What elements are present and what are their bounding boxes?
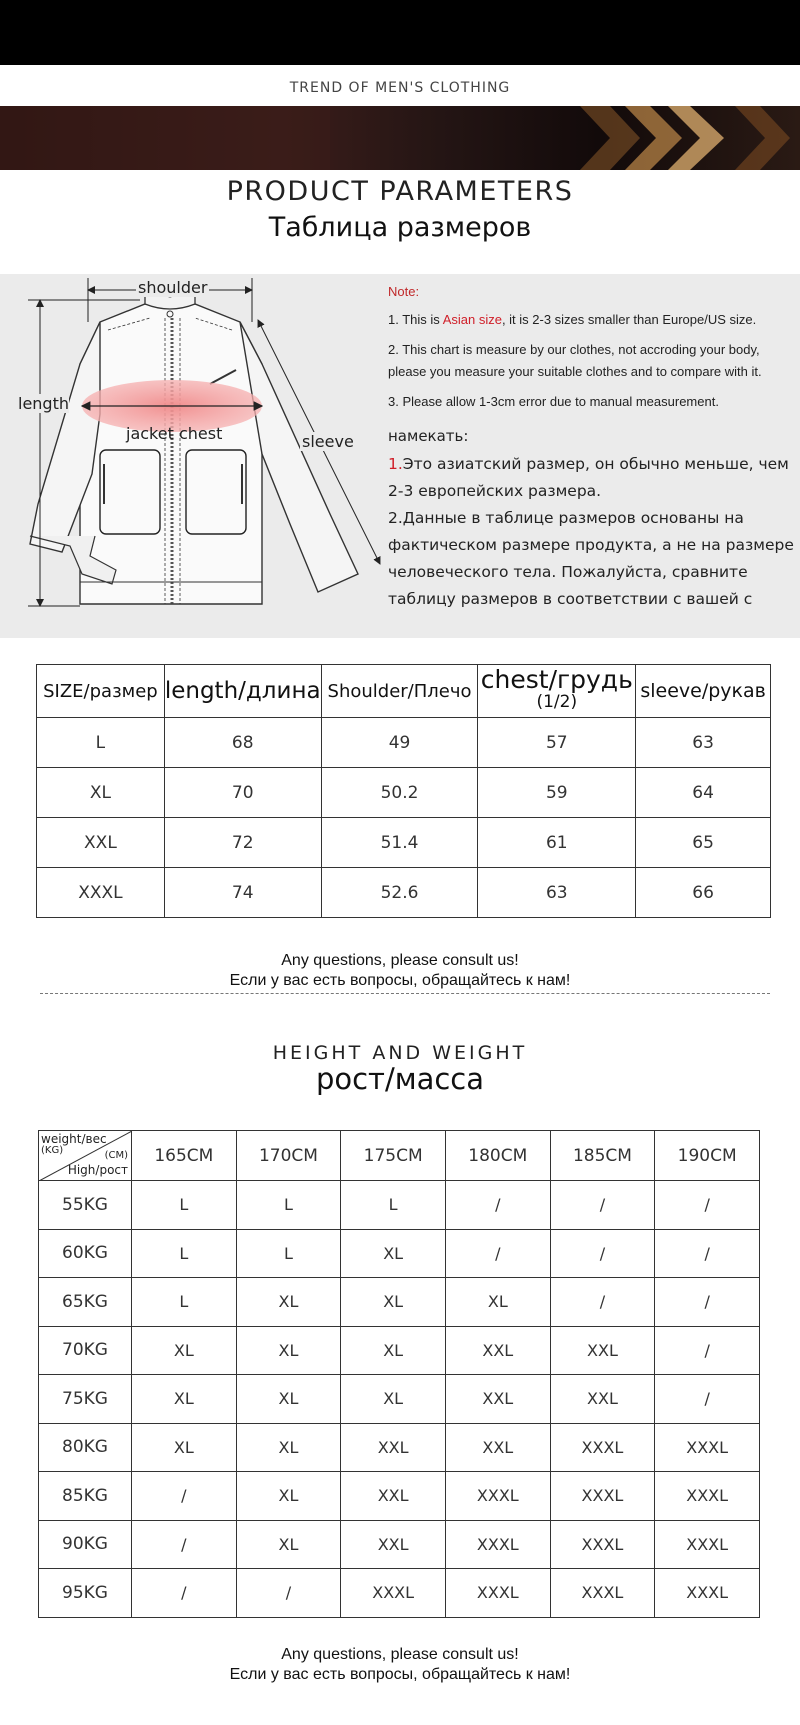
size-cell: XXXL	[445, 1569, 550, 1618]
note-heading: Note:	[388, 284, 420, 299]
size-cell: XXL	[445, 1375, 550, 1424]
weight-cell: 75KG	[39, 1375, 132, 1424]
size-cell: XL	[132, 1326, 237, 1375]
size-cell: XXXL	[550, 1472, 655, 1521]
table-row	[39, 1229, 760, 1278]
ru-note-2c: человеческого тела. Пожалуйста, сравните	[388, 563, 748, 581]
chest-header-half: (1/2)	[536, 692, 578, 712]
corner-weight: weight/вес	[41, 1132, 107, 1146]
weight-cell: 70KG	[39, 1326, 132, 1375]
size-cell: /	[655, 1375, 760, 1424]
size-cell: XXXL	[655, 1423, 760, 1472]
page-subtitle: Таблица размеров	[268, 212, 532, 243]
decorative-banner	[0, 106, 800, 170]
height-header: 165CM	[132, 1131, 237, 1181]
height-header: 190CM	[655, 1131, 760, 1181]
table-cell: 52.6	[321, 868, 478, 918]
page-title: PRODUCT PARAMETERS	[226, 176, 574, 207]
size-cell: L	[132, 1229, 237, 1278]
shoulder-header: Shoulder/Плечо	[321, 665, 478, 718]
weight-cell: 95KG	[39, 1569, 132, 1618]
size-cell: XXXL	[445, 1520, 550, 1569]
table-cell: 74	[164, 868, 321, 918]
size-cell: XXL	[445, 1326, 550, 1375]
table-cell: 65	[636, 818, 771, 868]
hw-header-row	[39, 1131, 760, 1181]
size-cell: XL	[236, 1423, 341, 1472]
corner-cm: (CM)	[104, 1150, 128, 1161]
height-header: 180CM	[445, 1131, 550, 1181]
consult-ru: Если у вас есть вопросы, обращайтесь к нам!	[229, 1666, 571, 1683]
height-header: 185CM	[550, 1131, 655, 1181]
size-cell: XL	[132, 1375, 237, 1424]
weight-cell: 85KG	[39, 1472, 132, 1521]
note-3: 3. Please allow 1-3cm error due to manual measurement.	[388, 394, 719, 409]
table-cell: 70	[164, 768, 321, 818]
table-cell: XXL	[37, 818, 165, 868]
table-row	[39, 1181, 760, 1230]
size-cell: /	[445, 1229, 550, 1278]
note-2a: 2. This chart is measure by our clothes, not accroding your body,	[388, 342, 760, 357]
jacket-chest-label: jacket chest	[126, 424, 223, 443]
size-cell: XXXL	[550, 1569, 655, 1618]
table-row	[39, 1472, 760, 1521]
size-cell: XXL	[550, 1375, 655, 1424]
size-cell: XXXL	[550, 1520, 655, 1569]
shoulder-label: shoulder	[138, 278, 208, 297]
weight-cell: 80KG	[39, 1423, 132, 1472]
size-cell: XL	[341, 1278, 446, 1327]
table-cell: 57	[478, 718, 636, 768]
size-cell: /	[445, 1181, 550, 1230]
table-row	[37, 818, 771, 868]
size-cell: /	[132, 1520, 237, 1569]
size-cell: XXL	[445, 1423, 550, 1472]
table-cell: 51.4	[321, 818, 478, 868]
size-cell: XL	[236, 1520, 341, 1569]
chevron-arrows-icon	[0, 106, 800, 170]
ru-note-2d: таблицу размеров в соответствии с вашей с	[388, 590, 753, 608]
table-row	[39, 1278, 760, 1327]
table-cell: 68	[164, 718, 321, 768]
weight-cell: 55KG	[39, 1181, 132, 1230]
hw-corner-cell	[39, 1131, 132, 1181]
note-1: 1. This is Asian size, it is 2-3 sizes smaller than Europe/US size.	[388, 312, 757, 327]
table-row	[37, 868, 771, 918]
ru-note-2b: фактическом размере продукта, а не на размере	[388, 536, 794, 554]
size-cell: /	[655, 1229, 760, 1278]
height-weight-subtitle: рост/масса	[315, 1062, 485, 1096]
table-row	[39, 1423, 760, 1472]
size-cell: L	[132, 1278, 237, 1327]
table-cell: 64	[636, 768, 771, 818]
ru-note-heading: намекать:	[388, 427, 469, 445]
size-cell: XL	[236, 1375, 341, 1424]
size-cell: XL	[236, 1326, 341, 1375]
size-cell: L	[341, 1181, 446, 1230]
table-row	[37, 718, 771, 768]
weight-cell: 90KG	[39, 1520, 132, 1569]
ru-note-1b: 2-3 европейских размера.	[388, 482, 602, 500]
size-cell: XL	[236, 1278, 341, 1327]
chest-header-main: chest/грудь	[480, 665, 633, 694]
table-cell: XL	[37, 768, 165, 818]
length-header: length/длина	[164, 665, 321, 718]
weight-cell: 60KG	[39, 1229, 132, 1278]
size-cell: L	[132, 1181, 237, 1230]
weight-cell: 65KG	[39, 1278, 132, 1327]
hw-body	[39, 1181, 760, 1618]
size-cell: XXXL	[655, 1520, 760, 1569]
size-cell: L	[236, 1229, 341, 1278]
consult-en: Any questions, please consult us!	[281, 952, 519, 969]
ru-note-1a: 1.Это азиатский размер, он обычно меньше, чем	[388, 455, 789, 473]
size-cell: XL	[341, 1326, 446, 1375]
table-cell: 66	[636, 868, 771, 918]
trend-caption: TREND OF MEN'S CLOTHING	[289, 80, 511, 96]
size-cell: XL	[236, 1472, 341, 1521]
size-cell: /	[655, 1326, 760, 1375]
table-cell: 63	[478, 868, 636, 918]
table-cell: 49	[321, 718, 478, 768]
size-cell: /	[550, 1278, 655, 1327]
size-cell: XXL	[341, 1520, 446, 1569]
size-cell: XL	[341, 1375, 446, 1424]
table-cell: 61	[478, 818, 636, 868]
size-cell: XXL	[550, 1326, 655, 1375]
table-row	[39, 1569, 760, 1618]
corner-height: High/рост	[67, 1163, 128, 1177]
table-row	[37, 768, 771, 818]
size-cell: /	[655, 1181, 760, 1230]
corner-kg: (KG)	[41, 1145, 64, 1156]
size-cell: /	[550, 1181, 655, 1230]
height-header: 170CM	[236, 1131, 341, 1181]
table-cell: XXXL	[37, 868, 165, 918]
height-weight-table	[38, 1130, 760, 1618]
table-cell: 63	[636, 718, 771, 768]
consult-en: Any questions, please consult us!	[281, 1646, 519, 1663]
size-cell: XXXL	[655, 1569, 760, 1618]
size-header: SIZE/размер	[37, 665, 165, 718]
size-cell: XL	[445, 1278, 550, 1327]
size-cell: XL	[132, 1423, 237, 1472]
length-label: length	[18, 394, 69, 413]
size-cell: /	[550, 1229, 655, 1278]
size-cell: /	[132, 1569, 237, 1618]
table-row	[39, 1326, 760, 1375]
top-black-bar	[0, 0, 800, 65]
size-cell: XXL	[341, 1423, 446, 1472]
table-cell: 72	[164, 818, 321, 868]
size-cell: L	[236, 1181, 341, 1230]
dashed-divider	[40, 993, 770, 994]
table-cell: L	[37, 718, 165, 768]
info-panel	[0, 274, 800, 638]
size-cell: /	[236, 1569, 341, 1618]
table-cell: 50.2	[321, 768, 478, 818]
size-cell: XXXL	[655, 1472, 760, 1521]
size-cell: XXXL	[550, 1423, 655, 1472]
size-cell: /	[655, 1278, 760, 1327]
consult-message-2	[0, 1645, 800, 1685]
sleeve-header: sleeve/рукав	[636, 665, 771, 718]
height-header: 175CM	[341, 1131, 446, 1181]
table-row	[39, 1375, 760, 1424]
size-table	[36, 664, 771, 918]
ru-note-2a: 2.Данные в таблице размеров основаны на	[388, 509, 744, 527]
consult-message-1	[0, 951, 800, 991]
height-weight-title: HEIGHT AND WEIGHT	[272, 1042, 528, 1064]
chest-header	[478, 665, 636, 718]
consult-ru: Если у вас есть вопросы, обращайтесь к нам!	[229, 972, 571, 989]
size-cell: XXXL	[341, 1569, 446, 1618]
table-cell: 59	[478, 768, 636, 818]
size-cell: XL	[341, 1229, 446, 1278]
size-cell: XXL	[341, 1472, 446, 1521]
jacket-diagram-icon	[0, 274, 390, 638]
notes-block	[388, 284, 798, 613]
table-row	[39, 1520, 760, 1569]
size-cell: /	[132, 1472, 237, 1521]
size-cell: XXXL	[445, 1472, 550, 1521]
sleeve-label: sleeve	[302, 432, 354, 451]
size-table-header	[37, 665, 771, 718]
note-2b: please you measure your suitable clothes and to compare with it.	[388, 364, 762, 379]
